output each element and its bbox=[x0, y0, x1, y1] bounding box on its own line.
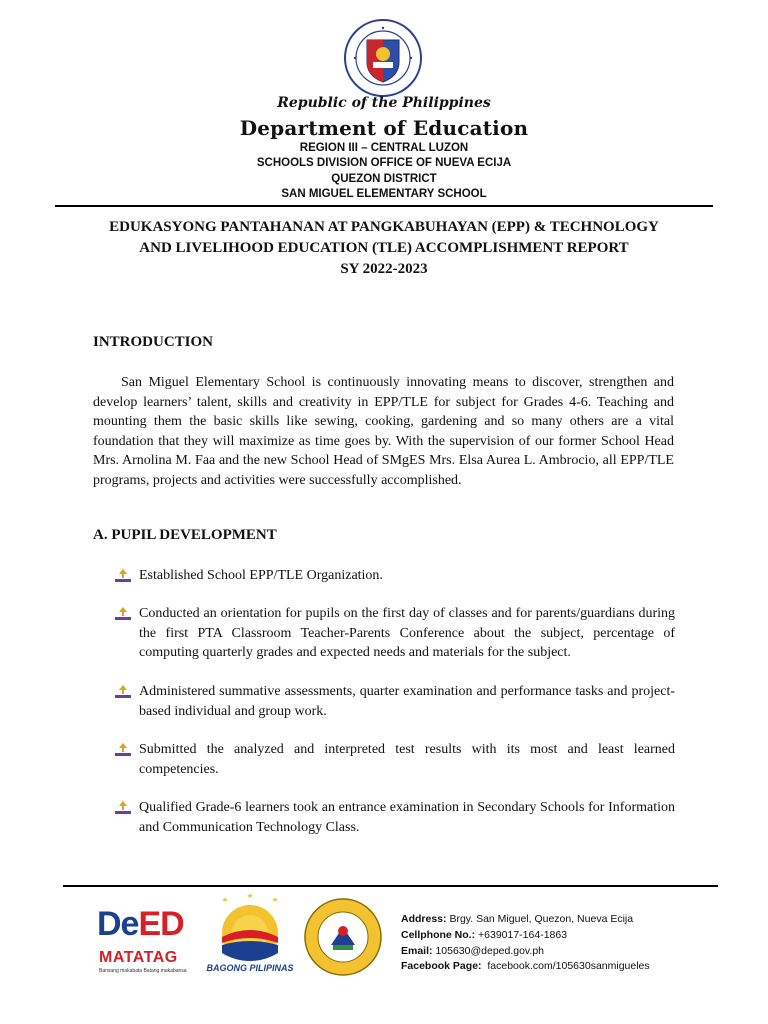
bullet-arrow-icon bbox=[115, 685, 131, 699]
district-line: QUEZON DISTRICT bbox=[331, 172, 437, 185]
department-title: Department of Education bbox=[239, 116, 529, 140]
list-item-text: Established School EPP/TLE Organization. bbox=[139, 568, 383, 583]
bullet-arrow-icon bbox=[115, 569, 131, 583]
bullet-arrow-icon bbox=[115, 801, 131, 815]
office-lines bbox=[0, 141, 768, 202]
introduction-paragraph bbox=[93, 373, 674, 491]
school-line: SAN MIGUEL ELEMENTARY SCHOOL bbox=[281, 187, 487, 200]
header-divider bbox=[55, 205, 713, 207]
email-line: Email: 105630@deped.gov.ph bbox=[401, 944, 544, 957]
report-title-line-3: SY 2022-2023 bbox=[340, 261, 428, 277]
report-title-line-2: AND LIVELIHOOD EDUCATION (TLE) ACCOMPLISHMENT REPORT bbox=[139, 240, 629, 256]
list-item-text: Qualified Grade-6 learners took an entrance examination in Secondary Schools for Information and Communication Technology Class. bbox=[139, 800, 675, 835]
contact-details bbox=[401, 912, 650, 975]
introduction-heading: INTRODUCTION bbox=[93, 334, 214, 350]
region-line: REGION III – CENTRAL LUZON bbox=[299, 142, 469, 154]
facebook-line: Facebook Page: facebook.com/105630sanmigueles bbox=[401, 960, 650, 973]
list-item-text: Administered summative assessments, quarter examination and performance tasks and project-based individual and group work. bbox=[139, 684, 675, 719]
bullet-arrow-icon bbox=[115, 743, 131, 757]
deped-seal-logo bbox=[333, 18, 433, 98]
footer-divider bbox=[63, 885, 718, 887]
bullet-arrow-icon bbox=[115, 607, 131, 621]
email-link[interactable]: 105630@deped.gov.ph bbox=[435, 944, 544, 957]
bagong-pilipinas-logo bbox=[205, 893, 295, 978]
address-line: Address: Brgy. San Miguel, Quezon, Nueva Ecija bbox=[401, 913, 634, 925]
bagong-pilipinas-text: BAGONG PILIPINAS bbox=[206, 963, 294, 973]
matatag-tagline: Bansang makabata Batang makabansa bbox=[99, 968, 187, 974]
division-line: SCHOOLS DIVISION OFFICE OF NUEVA ECIJA bbox=[256, 157, 512, 170]
facebook-link[interactable]: facebook.com/105630sanmigueles bbox=[487, 960, 650, 973]
cellphone-line: Cellphone No.: +639017-164-1863 bbox=[401, 928, 568, 941]
list-item-text: Submitted the analyzed and interpreted test results with its most and least learned competencies. bbox=[139, 742, 675, 777]
pupil-development-heading: A. PUPIL DEVELOPMENT bbox=[93, 527, 277, 543]
list-item-text: Conducted an orientation for pupils on the first day of classes and for parents/guardians during the first PTA Classroom Teacher-Parents Conference about the subject, percentage of computing quarterly grades and expected needs and materials for the subject. bbox=[139, 606, 675, 661]
republic-line: Republic of the Philippines bbox=[277, 95, 491, 111]
matatag-wordmark: MATATAG bbox=[99, 949, 178, 966]
report-title-line-1: EDUKASYONG PANTAHANAN AT PANGKABUHAYAN (EPP) & TECHNOLOGY bbox=[109, 219, 659, 235]
school-seal-logo bbox=[303, 897, 383, 977]
deped-wordmark: DeED bbox=[97, 905, 184, 943]
deped-matatag-logo bbox=[97, 905, 197, 975]
report-title bbox=[70, 217, 698, 280]
introduction-text: San Miguel Elementary School is continuously innovating means to discover, strengthen and develop learners’ talent, skills and creativity in EPP/TLE for subject for Grades 4-6. Teaching and mounting them the basic skills like sewing, cooking, gardening and so many others are a vital foundation that they will maximize as time goes by. With the supervision of our former School Head Mrs. Arnolina M. Faa and the new School Head of SMgES Mrs. Elsa Aurea L. Ambrocio, all EPP/TLE programs, projects and activities were successfully accomplished. bbox=[93, 375, 674, 488]
